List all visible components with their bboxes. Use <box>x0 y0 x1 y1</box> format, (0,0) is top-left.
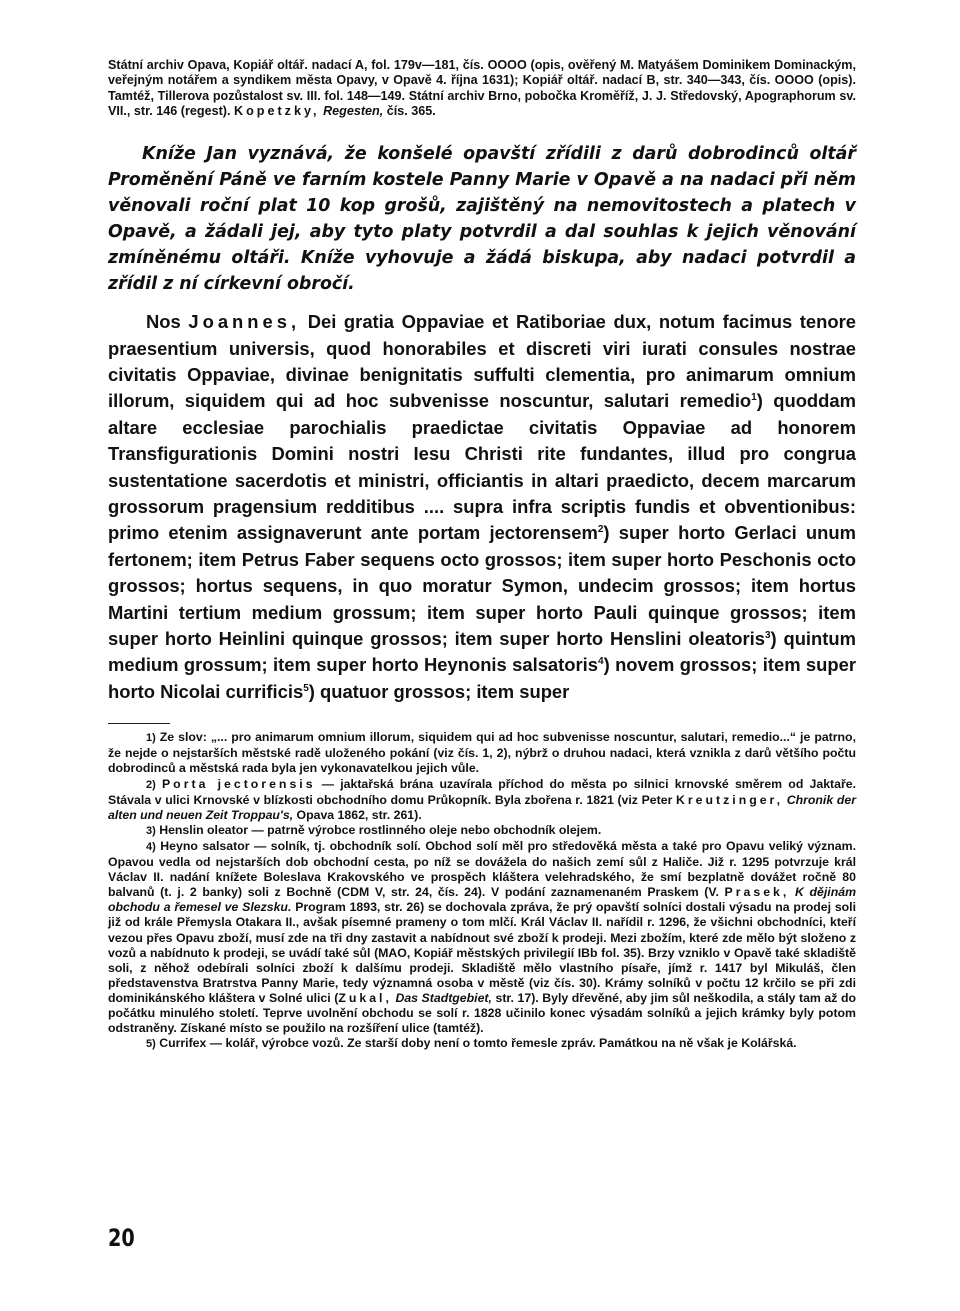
footnote-divider <box>108 723 170 724</box>
footnote-5-marker: 5) <box>146 1038 156 1051</box>
footnote-4-text-b: Program 1893, str. 26) se dochovala zpráva, že prý opavští solníci dostali výsadu na prodej soli již od krále Přemysla Otakara II., avšak písemné prameny o tom mlčí. Král Václav II. nařídil r. 1296, že všichni obchodníci, kteří vezou přes Opavu zboží, musí zde na tři dny zastavit a nabídnout své zboží k prodeji. Mezi zbožím, které zde mělo být složeno z vozů a nabídnuto k prodeji, se uvádí také sůl (MAO, Kopiář městských privilegií IBb fol. 35). Brzy vzniklo v Opavě také skladiště soli, z něhož odebírali solníci zboží k dalšímu prodeji. Skladiště mělo vlastního písaře, jímž r. 1417 byl Mikuláš, člen představenstva Bratrstva Panny Marie, tedy významná osoba v městě (viz čís. 30). Krámy solníků v počtu 12 krčilo se při zdi dominikánského kláštera v Solné ulici ( <box>108 900 857 1005</box>
footnote-5 <box>108 1036 856 1052</box>
regesten-title: Regesten, <box>323 103 384 118</box>
footnote-1-marker: 1) <box>146 732 156 745</box>
regest-summary: Kníže Jan vyznává, že konšelé opavští zřídili z darů dobrodinců oltář Proměnění Páně ve farním kostele Panny Marie v Opavě a na nadaci při něm věnovali roční plat 10 kop grošů, zajištěný na nemovitostech a platech v Opavě, a žádali jej, aby tyto platy potvrdil a dal souhlas k jejich věnování zmíněnému oltáři. Kníže vyhovuje a žádá biskupa, aby nadaci potvrdil a zřídil z ní církevní obročí. <box>108 144 856 295</box>
text-part-6: ) quatuor grossos; item super <box>308 680 570 702</box>
footnote-1 <box>108 730 856 776</box>
footnote-4-text-a: Heyno salsator — solník, tj. obchodník solí. Obchod solí měl pro středověká města a také pro Opavu veliký význam. Opavou vedla od nejstarších dob obchodní cesta, po níž se dovážela do našich zemí sůl z Haliče. Již r. 1295 potvrzuje král Václav II. nadání knížete Boleslava Krakovského ve prospěch kláštera velehradského, že smí bezplatně dovážet ročně 80 balvanů (t. j. 2 banky) soli z Bochně (CDM V, str. 24, čís. 24). V podání zaznamenaném Praskem (V. <box>108 838 856 900</box>
footnote-ref-3: 3 <box>764 629 771 641</box>
footnote-2-text-a: — jaktařská brána uzavírala příchod do města po silnici krnovské směrem od Jaktaře. Stávala v ulici Krnovské v blízkosti obchodního domu Průkopník. Byla zbořena r. 1821 (viz Peter <box>108 776 857 807</box>
text-part-4: ) quintum medium grossum; item super horto Heynonis salsatoris <box>108 628 856 676</box>
charter-latin-text <box>108 309 856 705</box>
footnote-4-title-2: Das Stadtgebiet, <box>395 990 492 1005</box>
footnote-ref-2: 2 <box>597 524 604 536</box>
footnote-4-title: K dějinám obchodu a řemesel ve Slezsku. <box>108 885 856 915</box>
footnote-4-text-c: str. 17). Byly dřevěné, aby jim sůl neškodila, a stály tam až do počátku minulého století. Teprve uvolnění obchodu se solí r. 1828 učinilo konec výsadám solníků a jejich krámky byly potom odstraněny. Získané místo se použilo na rozšíření ulice (tamtéž). <box>108 990 856 1036</box>
footnote-4-author-2: Zukal, <box>338 990 392 1005</box>
source-note <box>108 58 856 119</box>
footnote-ref-4: 4 <box>598 656 604 668</box>
text-part-2: ) quoddam altare ecclesiae parochialis praedictae civitatis Oppaviae ad honorem Transfigurationis Domini nostri Iesu Christi rite fundantes, illud pro congrua sustentatione sacerdotis et ministri, officiantis in altari praedicto, decem marcarum grossorum pragensium redditibus .... supra infra scriptis fundis et obventionibus: primo etenim assignaverunt ante portam jectorensem <box>108 390 856 544</box>
footnote-ref-1: 1 <box>751 392 757 404</box>
text-part-3: ) super horto Gerlaci unum fertonem; item Petrus Faber sequens octo grossos; item super horto Peschonis octo grossos; hortus sequens, in quo moratur Symon, undecim grossos; item hortus Martini tertium medium grossum; item super horto Pauli quinque grossos; item super horto Heinlini quinque grossos; item super horto Henslini oleatoris <box>108 522 856 650</box>
page-body <box>108 58 856 1052</box>
author-kopetzky: Kopetzky, <box>234 103 320 118</box>
footnote-3-text: Henslin oleator — patrně výrobce rostlinného oleje nebo obchodník olejem. <box>159 822 602 837</box>
footnote-4 <box>108 839 856 1036</box>
footnote-2-marker: 2) <box>146 778 156 791</box>
footnote-4-author: Prasek, <box>724 885 790 900</box>
footnote-2 <box>108 777 856 823</box>
page-number: 20 <box>108 1224 135 1252</box>
footnote-2-title: Chronik der alten und neuen Zeit Troppau's, <box>108 792 856 822</box>
footnote-ref-5: 5 <box>303 682 309 694</box>
source-note-tail: čís. 365. <box>386 103 436 118</box>
footnote-5-text: Currifex — kolář, výrobce vozů. Ze starší doby není o tomto řemesle zpráv. Památkou na ně však je Kolářská. <box>159 1036 797 1051</box>
footnote-3-marker: 3) <box>146 824 156 837</box>
footnote-3 <box>108 823 856 839</box>
footnote-1-text: Ze slov: „... pro animarum omnium illorum, siquidem qui ad hoc subvenisse noscuntur, salutari, remedio...“ je patrno, že nejde o nejstarších městské radě uloženého pokání (viz čís. 1, 2), nýbrž o druhou nadaci, která vznikla z darů většího počtu dobrodinců a městská rada byla jen vykonavatelkou jejich vůle. <box>108 730 856 776</box>
footnote-2-text-b: Opava 1862, str. 261). <box>296 807 422 822</box>
footnote-2-author: Kreutzinger, <box>676 792 784 807</box>
text-part-5: ) novem grossos; item super horto Nicolai currificis <box>108 654 856 702</box>
text-part-1: Dei gratia Oppaviae et Ratiboriae dux, notum facimus tenore praesentium universis, quod honorabiles et discreti viri iurati consules nostrae civitatis Oppaviae, divinae benignitatis suffulti clementia, pro animarum omnium illorum, siquidem qui ad hoc subvenisse noscuntur, salutari remedio <box>108 311 856 412</box>
source-note-text: Státní archiv Opava, Kopiář oltář. nadací A, fol. 179v—181, čís. OOOO (opis, ověřený M. Matyášem Dominikem Dominackým, veřejným notářem a syndikem města Opavy, v Opavě 4. října 1631); Kopiář oltář. nadací B, str. 340—343, čís. OOOO (opis). Tamtéž, Tillerova pozůstalost sv. III. fol. 148—149. Státní archiv Brno, pobočka Kroměříž, J. J. Středovský, Apographorum sv. VII., str. 146 (regest). <box>108 58 856 118</box>
word-nos: Nos <box>146 311 181 333</box>
footnote-4-marker: 4) <box>146 840 156 853</box>
footnote-2-term: Porta jectorensis <box>161 776 316 791</box>
name-joannes: Joannes, <box>188 311 301 333</box>
